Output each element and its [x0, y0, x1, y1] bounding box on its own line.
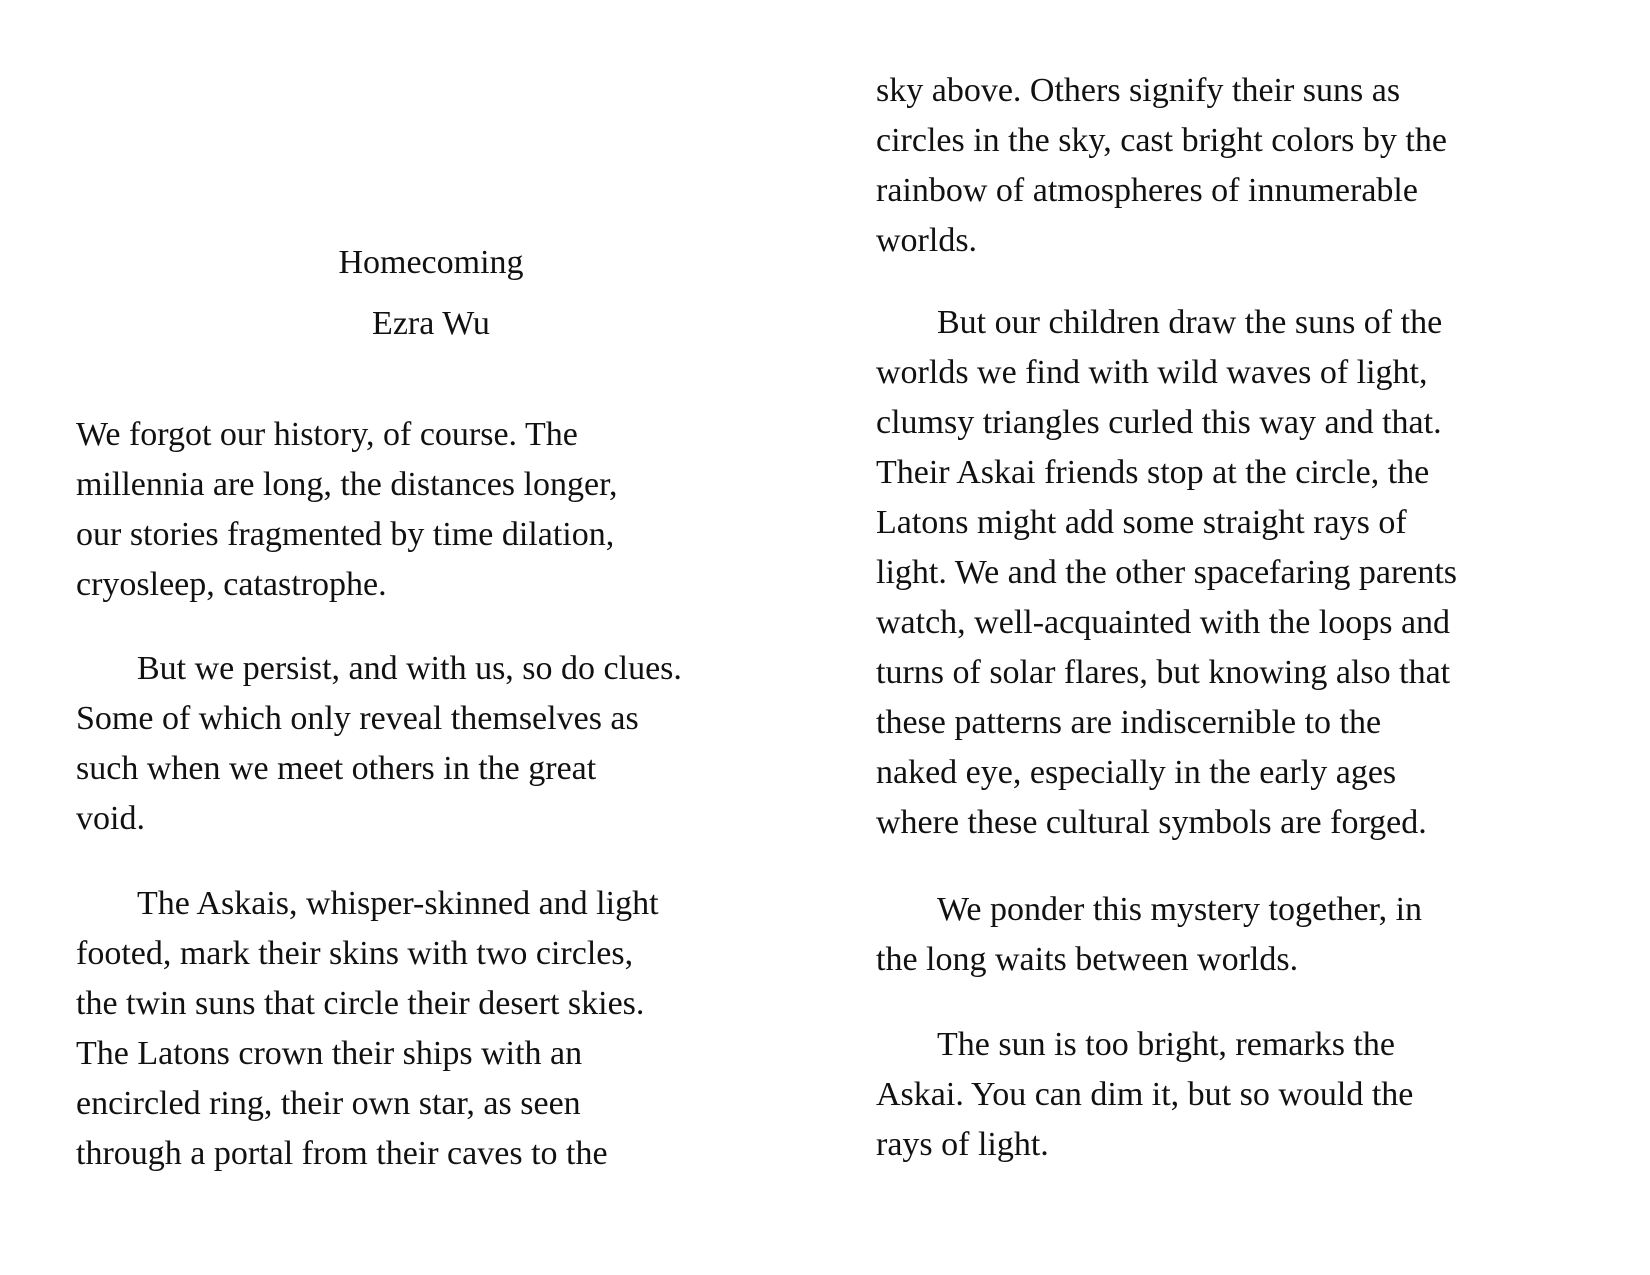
- text-line: clumsy triangles curled this way and that.: [876, 404, 1442, 441]
- text-line: We forgot our history, of course. The: [76, 416, 578, 453]
- text-line: worlds we find with wild waves of light,: [876, 354, 1428, 391]
- text-line: sky above. Others signify their suns as: [876, 72, 1401, 109]
- text-line: The Askais, whisper-skinned and light: [137, 885, 659, 922]
- text-line: Askai. You can dim it, but so would the: [876, 1076, 1414, 1113]
- text-line: encircled ring, their own star, as seen: [76, 1085, 581, 1122]
- paragraph: [876, 66, 1447, 266]
- text-line: turns of solar flares, but knowing also that: [876, 654, 1451, 691]
- text-line: worlds.: [876, 222, 978, 259]
- text-line: rays of light.: [876, 1126, 1049, 1163]
- text-line: circles in the sky, cast bright colors by the: [876, 122, 1447, 159]
- text-line: through a portal from their caves to the: [76, 1135, 608, 1172]
- text-line: the long waits between worlds.: [876, 941, 1299, 978]
- paragraph: [876, 1020, 1413, 1170]
- paragraph: [76, 410, 618, 610]
- story-title: Homecoming: [338, 244, 524, 281]
- text-line: But our children draw the suns of the: [937, 304, 1443, 341]
- text-line: naked eye, especially in the early ages: [876, 754, 1397, 791]
- text-line: footed, mark their skins with two circles,: [76, 935, 634, 972]
- text-line: cryosleep, catastrophe.: [76, 566, 387, 603]
- text-line: rainbow of atmospheres of innumerable: [876, 172, 1418, 209]
- text-line: these patterns are indiscernible to the: [876, 704, 1382, 741]
- text-line: watch, well-acquainted with the loops and: [876, 604, 1451, 641]
- text-line: such when we meet others in the great: [76, 750, 597, 787]
- paragraph: [876, 885, 1422, 985]
- paragraph: [876, 298, 1457, 848]
- text-line: void.: [76, 800, 145, 837]
- text-line: The Latons crown their ships with an: [76, 1035, 583, 1072]
- text-line: light. We and the other spacefaring parents: [876, 554, 1458, 591]
- right-page: [876, 0, 1596, 1275]
- text-line: where these cultural symbols are forged.: [876, 804, 1427, 841]
- title-block: [76, 232, 786, 354]
- text-line: the twin suns that circle their desert skies.: [76, 985, 645, 1022]
- text-line: The sun is too bright, remarks the: [937, 1026, 1395, 1063]
- story-author: Ezra Wu: [372, 305, 490, 342]
- text-line: Latons might add some straight rays of: [876, 504, 1407, 541]
- text-line: millennia are long, the distances longer,: [76, 466, 618, 503]
- text-line: Their Askai friends stop at the circle, the: [876, 454, 1430, 491]
- text-line: our stories fragmented by time dilation,: [76, 516, 615, 553]
- left-page: [76, 0, 786, 1275]
- paragraph: [76, 644, 682, 844]
- text-line: We ponder this mystery together, in: [937, 891, 1423, 928]
- text-line: Some of which only reveal themselves as: [76, 700, 639, 737]
- text-line: But we persist, and with us, so do clues.: [137, 650, 682, 687]
- paragraph: [76, 879, 659, 1179]
